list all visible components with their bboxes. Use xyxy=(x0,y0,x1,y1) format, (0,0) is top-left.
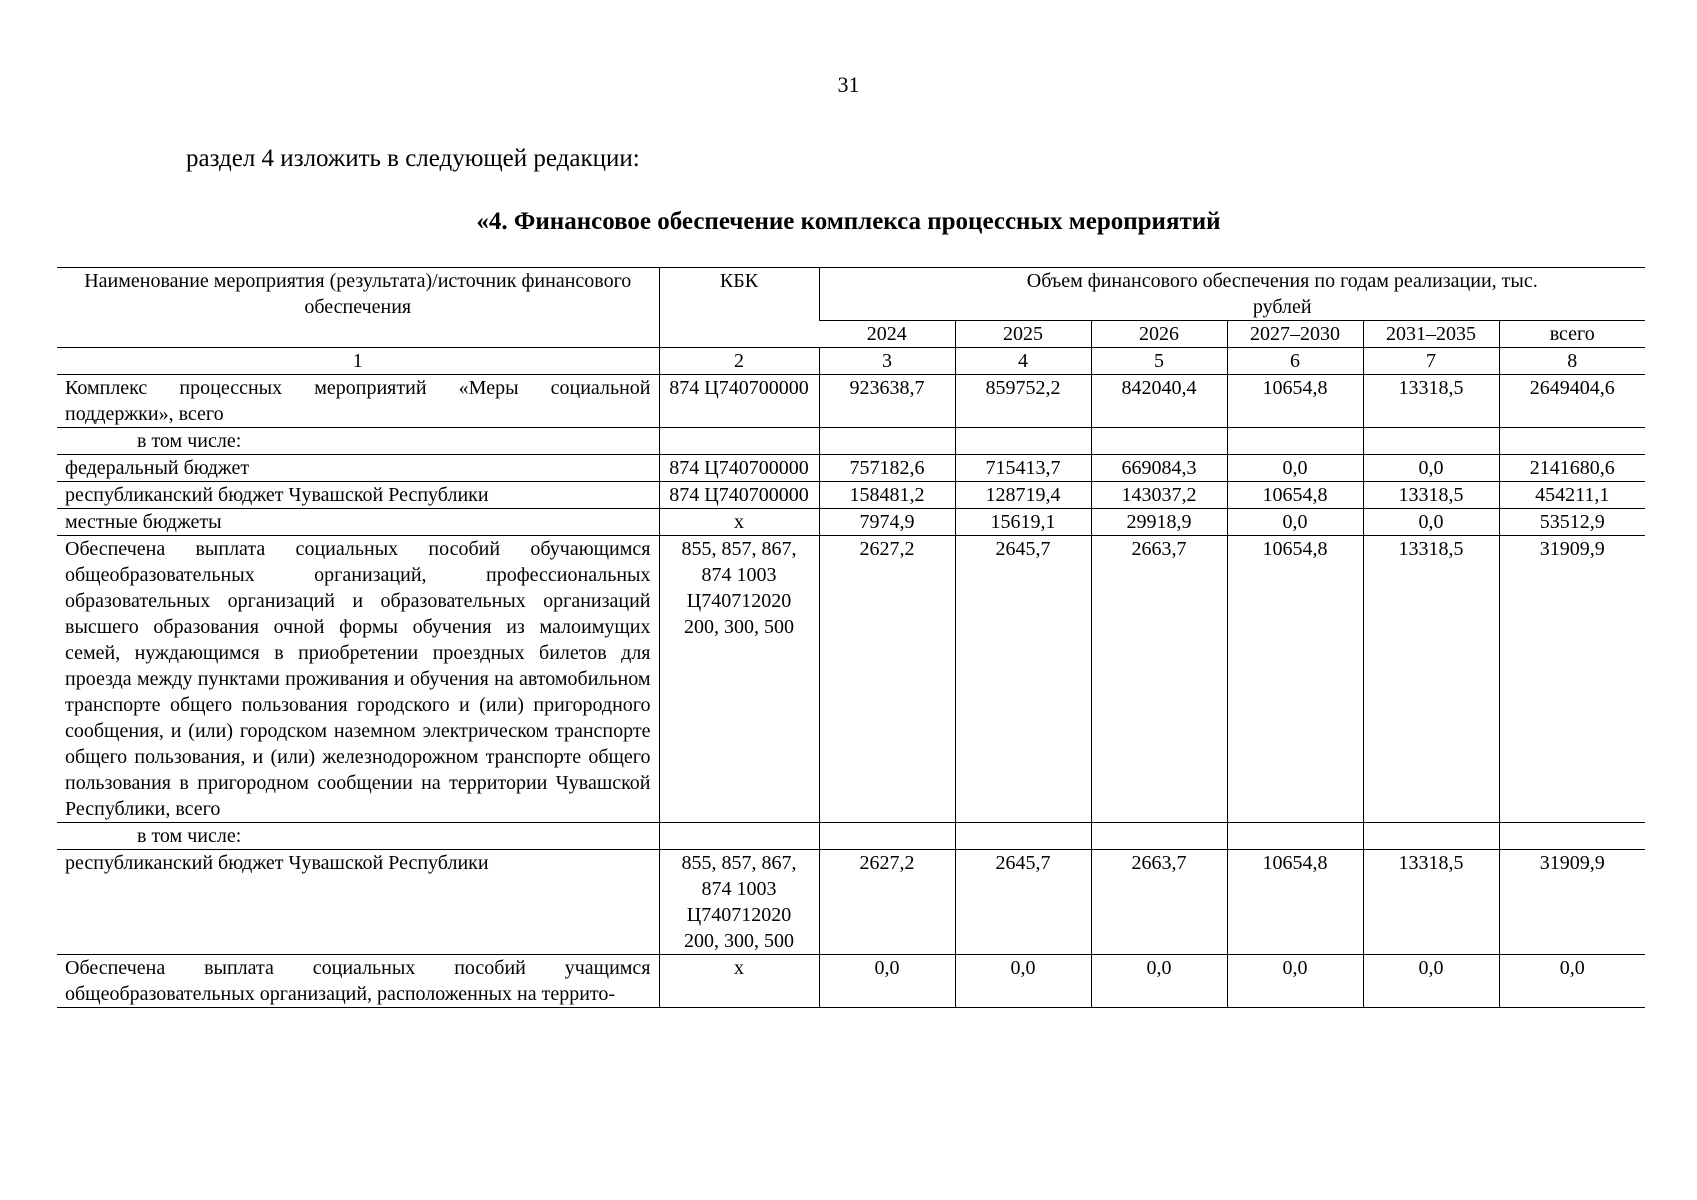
row-value xyxy=(1499,823,1645,850)
row-value: 0,0 xyxy=(1363,509,1499,536)
header-year: 2031–2035 xyxy=(1363,321,1499,348)
column-number: 2 xyxy=(659,348,819,375)
row-value: 128719,4 xyxy=(955,482,1091,509)
row-kbk: 874 Ц740700000 xyxy=(659,482,819,509)
row-value: 0,0 xyxy=(1227,955,1363,1008)
header-volume: Объем финансового обеспечения по годам реализации, тыс. рублей xyxy=(819,268,1645,321)
table-row xyxy=(57,428,1645,455)
row-value: 454211,1 xyxy=(1499,482,1645,509)
row-value: 0,0 xyxy=(819,955,955,1008)
row-name: в том числе: xyxy=(137,430,242,452)
column-number: 1 xyxy=(352,350,363,372)
row-value: 715413,7 xyxy=(955,455,1091,482)
row-value: 31909,9 xyxy=(1499,536,1645,823)
row-value: 2627,2 xyxy=(819,536,955,823)
row-name: в том числе: xyxy=(137,825,242,847)
column-number: 3 xyxy=(819,348,955,375)
row-value: 859752,2 xyxy=(955,375,1091,428)
header-year: 2025 xyxy=(955,321,1091,348)
row-value: 2649404,6 xyxy=(1499,375,1645,428)
row-kbk: 874 Ц740700000 xyxy=(659,455,819,482)
row-value: 10654,8 xyxy=(1227,375,1363,428)
row-value: 13318,5 xyxy=(1363,375,1499,428)
row-value: 0,0 xyxy=(955,955,1091,1008)
column-number: 8 xyxy=(1499,348,1645,375)
row-value: 7974,9 xyxy=(819,509,955,536)
column-number: 4 xyxy=(955,348,1091,375)
row-kbk xyxy=(659,823,819,850)
header-name: Наименование мероприятия (результата)/источник финансового обеспечения xyxy=(84,270,632,318)
row-value: 10654,8 xyxy=(1227,482,1363,509)
row-value: 0,0 xyxy=(1091,955,1227,1008)
column-number-row xyxy=(57,348,1645,375)
row-value xyxy=(819,823,955,850)
row-value: 923638,7 xyxy=(819,375,955,428)
row-value xyxy=(819,428,955,455)
row-value: 143037,2 xyxy=(1091,482,1227,509)
row-value: 842040,4 xyxy=(1091,375,1227,428)
column-number: 6 xyxy=(1227,348,1363,375)
row-value: 29918,9 xyxy=(1091,509,1227,536)
row-kbk xyxy=(659,428,819,455)
row-value: 2663,7 xyxy=(1091,850,1227,955)
row-value: 0,0 xyxy=(1363,955,1499,1008)
row-kbk: 855, 857, 867, 874 1003 Ц740712020 200, 300, 500 xyxy=(659,536,819,823)
header-kbk: КБК xyxy=(659,268,819,348)
column-number: 7 xyxy=(1363,348,1499,375)
table-row xyxy=(57,455,1645,482)
row-name: республиканский бюджет Чувашской Республики xyxy=(65,484,489,506)
row-name: Обеспечена выплата социальных пособий обучающимся общеобразовательных организаций, профессиональных образовательных организаций и образовательных организаций высшего образования очной формы обучения из малоимущих семей, нуждающимся в приобретении проездных билетов для проезда между пунктами проживания и обучения на автомобильном транспорте общего пользования городского и (или) пригородного сообщения, и (или) городском наземном электрическом транспорте общего пользования, и (или) железнодорожном транспорте общего пользования в пригородном сообщении на территории Чувашской Республики, всего xyxy=(65,538,651,820)
table-row xyxy=(57,850,1645,955)
row-kbk: 855, 857, 867, 874 1003 Ц740712020 200, 300, 500 xyxy=(659,850,819,955)
header-year: 2027–2030 xyxy=(1227,321,1363,348)
row-value: 10654,8 xyxy=(1227,850,1363,955)
row-value: 2627,2 xyxy=(819,850,955,955)
section-title: «4. Финансовое обеспечение комплекса процессных мероприятий xyxy=(476,208,1221,235)
table-row xyxy=(57,482,1645,509)
header-row xyxy=(57,268,1645,321)
row-value xyxy=(955,428,1091,455)
row-value xyxy=(955,823,1091,850)
table-row xyxy=(57,536,1645,823)
row-value xyxy=(1091,823,1227,850)
row-value: 13318,5 xyxy=(1363,850,1499,955)
row-name: республиканский бюджет Чувашской Республики xyxy=(65,852,489,874)
intro-text: раздел 4 изложить в следующей редакции: xyxy=(186,145,640,172)
row-name: федеральный бюджет xyxy=(65,457,250,479)
row-kbk: х xyxy=(659,509,819,536)
row-value: 0,0 xyxy=(1363,455,1499,482)
row-value: 15619,1 xyxy=(955,509,1091,536)
row-value: 0,0 xyxy=(1499,955,1645,1008)
row-value: 13318,5 xyxy=(1363,536,1499,823)
row-value xyxy=(1363,428,1499,455)
header-year: 2026 xyxy=(1091,321,1227,348)
row-value: 53512,9 xyxy=(1499,509,1645,536)
row-value: 31909,9 xyxy=(1499,850,1645,955)
table-row xyxy=(57,509,1645,536)
row-value: 2663,7 xyxy=(1091,536,1227,823)
row-value: 2645,7 xyxy=(955,850,1091,955)
table-row xyxy=(57,823,1645,850)
row-value: 0,0 xyxy=(1227,509,1363,536)
row-kbk: х xyxy=(659,955,819,1008)
financing-table xyxy=(57,267,1645,1008)
row-value xyxy=(1227,428,1363,455)
row-name: Обеспечена выплата социальных пособий учащимся общеобразовательных организаций, расположенных на террито- xyxy=(65,957,651,1005)
row-value: 13318,5 xyxy=(1363,482,1499,509)
table-row xyxy=(57,375,1645,428)
row-name: местные бюджеты xyxy=(65,511,222,533)
header-year: всего xyxy=(1499,321,1645,348)
row-value: 669084,3 xyxy=(1091,455,1227,482)
row-value xyxy=(1363,823,1499,850)
column-number: 5 xyxy=(1091,348,1227,375)
row-value: 10654,8 xyxy=(1227,536,1363,823)
row-value: 2645,7 xyxy=(955,536,1091,823)
table-row xyxy=(57,955,1645,1008)
page-number: 31 xyxy=(837,72,860,97)
row-value: 158481,2 xyxy=(819,482,955,509)
row-value: 757182,6 xyxy=(819,455,955,482)
row-value: 0,0 xyxy=(1227,455,1363,482)
row-value xyxy=(1227,823,1363,850)
header-year: 2024 xyxy=(866,323,907,345)
row-value xyxy=(1091,428,1227,455)
row-name: Комплекс процессных мероприятий «Меры социальной поддержки», всего xyxy=(65,377,651,425)
row-value xyxy=(1499,428,1645,455)
row-value: 2141680,6 xyxy=(1499,455,1645,482)
row-kbk: 874 Ц740700000 xyxy=(659,375,819,428)
